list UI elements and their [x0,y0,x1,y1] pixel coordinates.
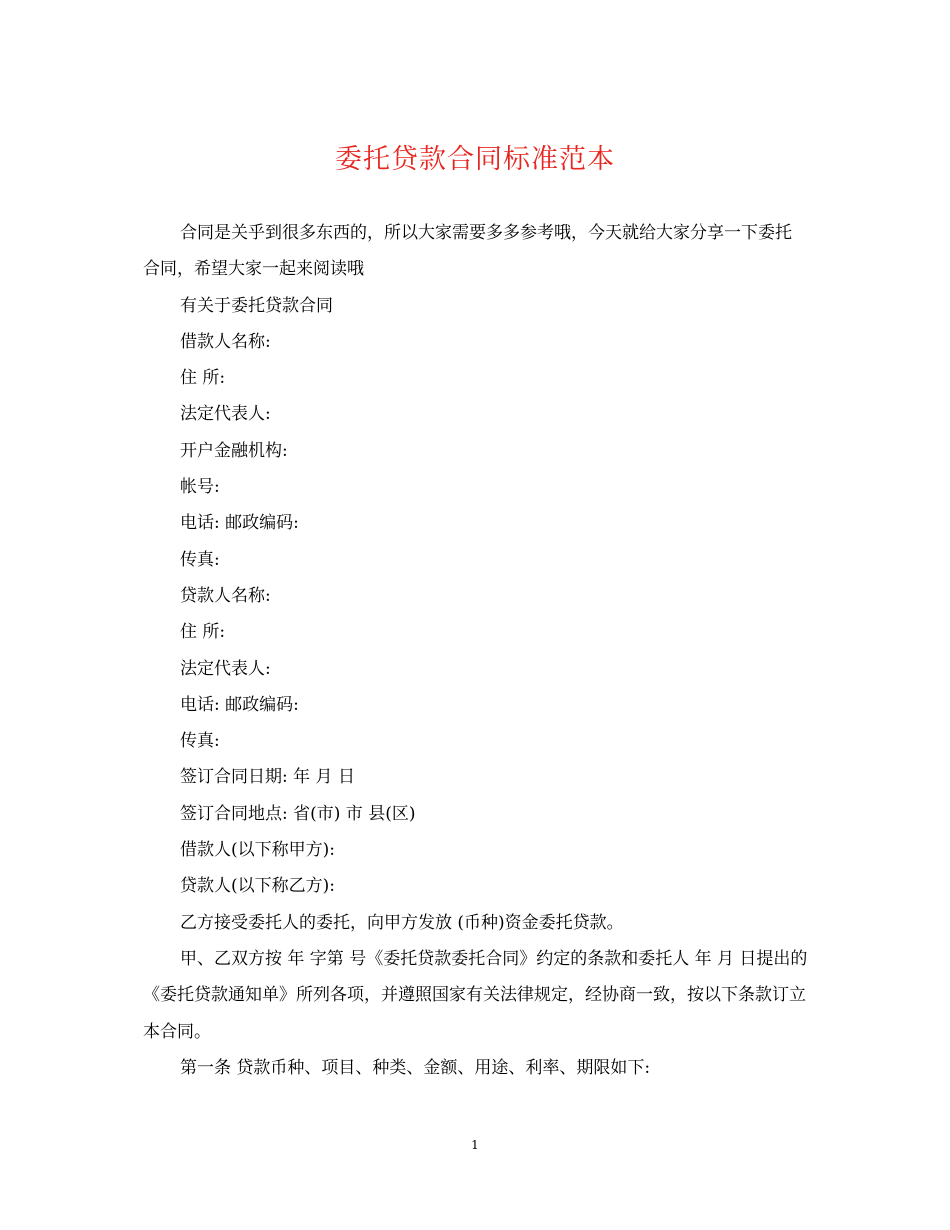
field-lender-name: 贷款人名称: [180,585,271,606]
field-borrower-fax: 传真: [180,549,220,570]
field-borrower-address: 住 所: [180,368,226,389]
field-lender-legal-rep: 法定代表人: [180,658,271,679]
field-borrower-phone: 电话: 邮政编码: [180,513,299,534]
field-borrower-legal-rep: 法定代表人: [180,404,271,425]
field-lender-address: 住 所: [180,622,226,643]
field-signing-date: 签订合同日期: 年 月 日 [180,767,355,788]
field-lender-phone: 电话: 邮政编码: [180,694,299,715]
article-one: 第一条 贷款币种、项目、种类、金额、用途、利率、期限如下: [180,1057,651,1078]
paragraph-intro: 合同是关乎到很多东西的，所以大家需要多多参考哦，今天就给大家分享一下委托合同，希望大家一起来阅读哦 [143,223,792,280]
page-number: 1 [471,1138,479,1152]
field-borrower-account: 帐号: [180,477,220,498]
document-title: 委托贷款合同标准范本 [335,144,615,175]
field-lender-fax: 传真: [180,731,220,752]
field-borrower-name: 借款人名称: [180,331,271,352]
field-signing-place: 签订合同地点: 省(市) 市 县(区) [180,803,416,824]
paragraph-entrustment: 乙方接受委托人的委托，向甲方发放 (币种)资金委托贷款。 [180,912,624,933]
field-party-a: 借款人(以下称甲方): [180,840,335,861]
document-body [143,215,808,1086]
field-party-b: 贷款人(以下称乙方): [180,876,335,897]
paragraph-agreement: 甲、乙双方按 年 字第 号《委托贷款委托合同》约定的条款和委托人 年 月 日提出的《委托贷款通知单》所列各项，并遵照国家有关法律规定，经协商一致，按以下条款订立本合同。 [143,948,808,1042]
paragraph-heading: 有关于委托贷款合同 [180,295,333,316]
field-borrower-bank: 开户金融机构: [180,440,288,461]
